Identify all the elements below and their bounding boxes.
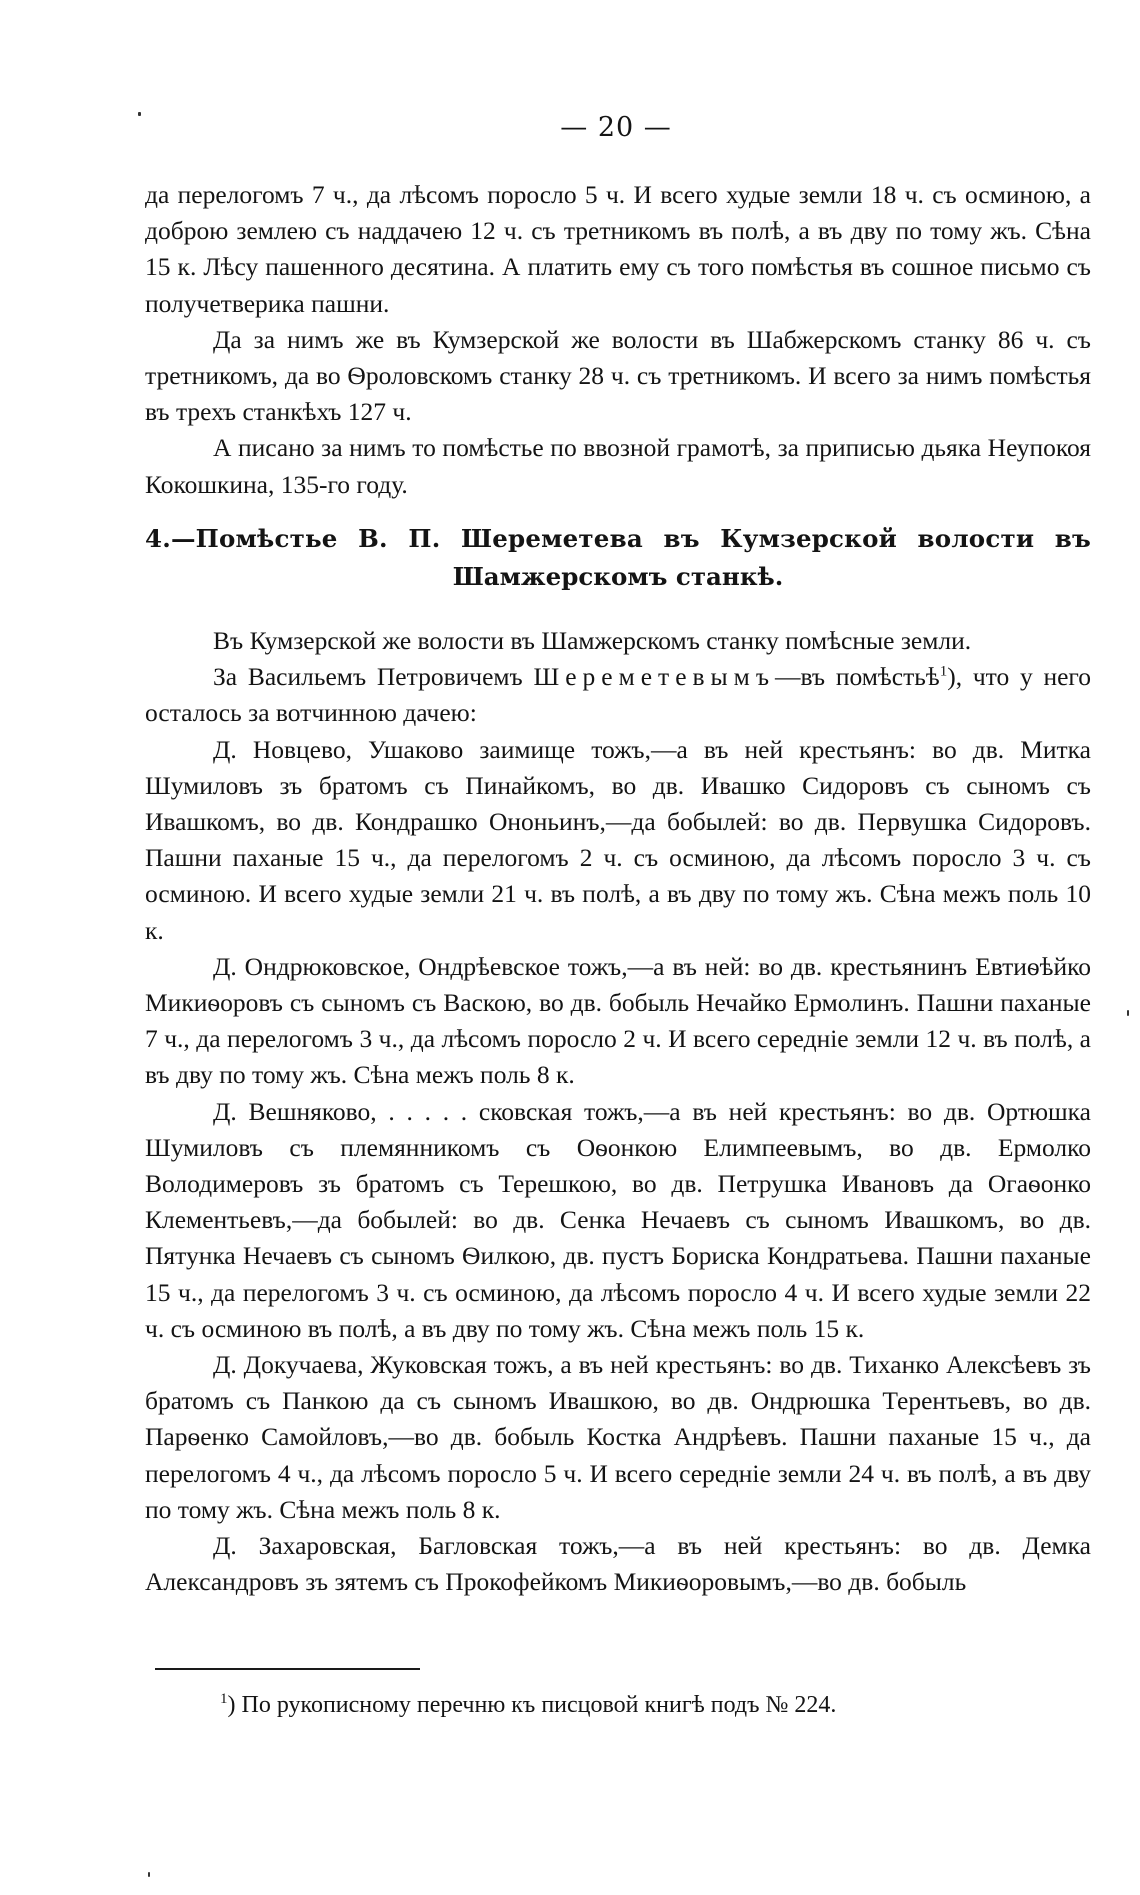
- footnote-text: ) По рукописному перечню къ писцовой книгѣ подъ № 224.: [227, 1692, 837, 1718]
- village-entry: Д. Новцево, Ушаково заимище тожъ,—а въ ней крестьянъ: во дв. Митка Шумиловъ зъ братомъ съ Пинайкомъ, во дв. Ивашко Сидоровъ съ сыномъ съ Ивашкомъ, во дв. Кондрашко Ононьинъ,—да бобылей: во дв. Первушка Сидоровъ. Пашни паханые 15 ч., да перелогомъ 2 ч. съ осминою, да лѣсомъ поросло 3 ч. съ осминою. И всего худые земли 21 ч. въ полѣ, а въ дву по тому жъ. Сѣна межъ поль 10 к.: [145, 734, 1091, 945]
- paragraph: А писано за нимъ то помѣстье по ввозной грамотѣ, за приписью дьяка Неупокоя Кокошкина, 135-го году.: [145, 433, 1091, 499]
- footnote: [172, 1690, 1120, 1720]
- paragraph: Да за нимъ же въ Кумзерской же волости въ Шабжерскомъ станку 86 ч. съ третникомъ, да во Ѳроловскомъ станку 28 ч. съ третникомъ. И всего за нимъ помѣстья въ трехъ станкѣхъ 127 ч.: [145, 324, 1091, 427]
- section-heading-line-2: Шамжерскомъ станкѣ.: [452, 562, 784, 591]
- footnote-reference[interactable]: 1: [939, 663, 948, 680]
- village-entry: Д. Вешняково, . . . . . сковская тожъ,—а въ ней крестьянъ: во дв. Ортюшка Шумиловъ съ племянникомъ съ Оѳонкою Елимпеевымъ, во дв. Ермолко Володимеровъ зъ братомъ съ Терешкою, во дв. Петрушка Ивановъ да Огаѳонко Клементьевъ,—да бобылей: во дв. Сенка Нечаевъ съ сыномъ Ивашкомъ, во дв. Пятунка Нечаевъ съ сыномъ Ѳилкою, дв. пустъ Бориска Кондратьева. Пашни паханые 15 ч., да перелогомъ 3 ч. съ осминою, да лѣсомъ поросло 4 ч. И всего худые земли 22 ч. съ осминою въ полѣ, а въ дву по тому жъ. Сѣна межъ поль 15 к.: [145, 1096, 1091, 1343]
- village-entry: Д. Захаровская, Багловская тожъ,—а въ ней крестьянъ: во дв. Демка Александровъ зъ зятемъ съ Прокофейкомъ Микиѳоровымъ,—во дв. бобыль: [145, 1531, 1091, 1597]
- continuation-text: [145, 177, 1091, 503]
- scan-speck: [1127, 1010, 1129, 1016]
- owner-prefix: За Васильемъ Петровичемъ: [213, 662, 534, 692]
- scan-speck: [148, 1872, 150, 1877]
- section-heading-line-1: 4.—Помѣстье В. П. Шереметева въ Кумзерской волости въ: [145, 524, 1091, 553]
- section-intro: Въ Кумзерской же волости въ Шамжерскомъ станку помѣсные земли.: [213, 626, 972, 655]
- village-entry: Д. Ондрюковское, Ондрѣевское тожъ,—а въ ней: во дв. крестьянинъ Евтиѳѣйко Микиѳоровъ съ сыномъ съ Васкою, во дв. бобыль Нечайко Ермолинъ. Пашни паханые 7 ч., да перелогомъ 3 ч., да лѣсомъ поросло 2 ч. И всего середнiе земли 12 ч. въ полѣ, а въ дву по тому жъ. Сѣна межъ поль 8 к.: [145, 951, 1091, 1090]
- owner-paragraph: [145, 659, 1091, 731]
- page-number: — 20 —: [560, 112, 672, 143]
- scan-speck: [138, 112, 141, 116]
- footnote-divider: [155, 1668, 420, 1670]
- section-heading: [145, 520, 1091, 596]
- footnote-mark: 1: [220, 1691, 228, 1707]
- owner-name-spaced: Шереметевымъ: [533, 662, 776, 692]
- village-entry: Д. Докучаева, Жуковская тожъ, а въ ней крестьянъ: во дв. Тиханко Алексѣевъ зъ братомъ съ Панкою да съ сыномъ Ивашкою, во дв. Ондрюшка Терентьевъ, во дв. Парѳенко Самойловъ,—во дв. бобыль Костка Андрѣевъ. Пашни паханые 15 ч., да перелогомъ 4 ч., да лѣсомъ поросло 5 ч. И всего середнiе земли 24 ч. въ полѣ, а въ дву по тому жъ. Сѣна межъ поль 8 к.: [145, 1350, 1091, 1524]
- paragraph: да перелогомъ 7 ч., да лѣсомъ поросло 5 ч. И всего худые земли 18 ч. съ осминою, а доброю землею съ наддачею 12 ч. съ третникомъ въ полѣ, а въ дву по тому жъ. Сѣна 15 к. Лѣсу пашенного десятина. А платить ему съ того помѣстья въ сошное письмо съ получетверика пашни.: [145, 180, 1091, 318]
- owner-suffix-rest: ), что у него осталось за вотчинною дачею:: [145, 662, 1091, 728]
- owner-suffix: —въ помѣстьѣ: [775, 662, 940, 692]
- section-body: [145, 623, 1091, 1600]
